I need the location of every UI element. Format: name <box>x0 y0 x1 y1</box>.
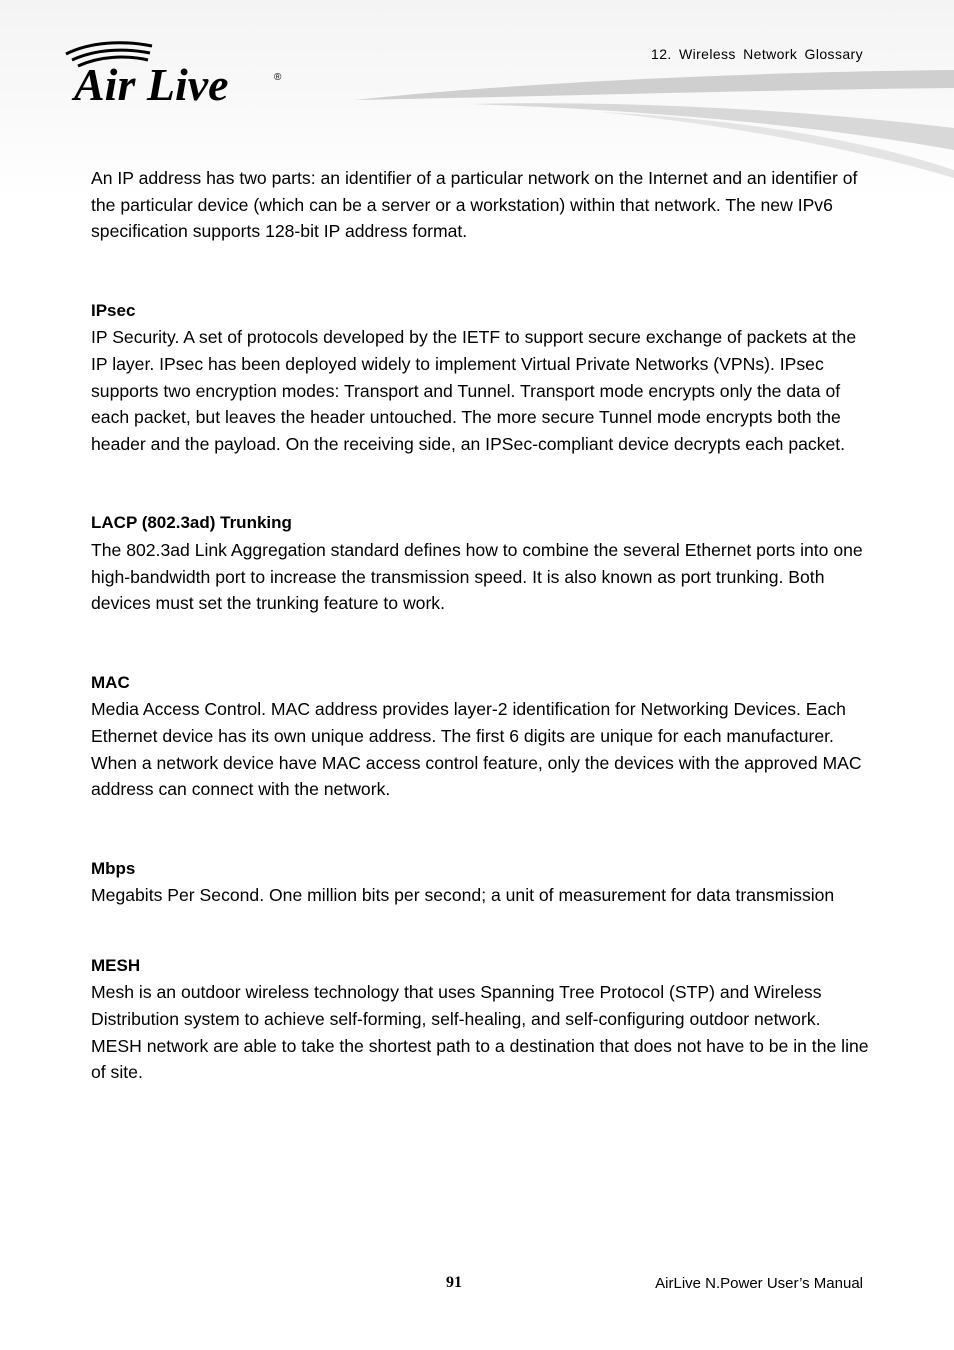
chapter-title: 12. Wireless Network Glossary <box>651 46 863 62</box>
airlive-logo <box>60 40 290 110</box>
intro-paragraph: An IP address has two parts: an identifier of a particular network on the Internet and an identifier of the particular device (which can be a server or a workstation) within that network. The new IPv6 specification supports 128-bit IP address format. <box>91 168 858 242</box>
manual-title: AirLive N.Power User’s Manual <box>655 1275 863 1292</box>
term-heading: Mbps <box>91 858 136 878</box>
term-heading: MAC <box>91 672 130 692</box>
term-definition: Media Access Control. MAC address provides layer-2 identification for Networking Devices. Each Ethernet device has its own unique address. The first 6 digits are unique for each manufacturer. When a network device have MAC access control feature, only the devices with the approved MAC address can connect with the network. <box>91 699 862 800</box>
glossary-entry-mbps <box>91 856 871 909</box>
glossary-entry-mesh <box>91 953 871 1086</box>
term-heading: MESH <box>91 955 141 975</box>
term-definition: Megabits Per Second. One million bits per second; a unit of measurement for data transmission <box>91 885 835 906</box>
term-definition: IP Security. A set of protocols developed by the IETF to support secure exchange of packets at the IP layer. IPsec has been deployed widely to implement Virtual Private Networks (VPNs). IPsec supports two encryption modes: Transport and Tunnel. Transport mode encrypts only the data of each packet, but leaves the header untouched. The more secure Tunnel mode encrypts both the header and the payload. On the receiving side, an IPSec-compliant device decrypts each packet. <box>91 327 857 454</box>
glossary-entry-mac <box>91 670 871 803</box>
glossary-content <box>91 165 871 1086</box>
term-definition: Mesh is an outdoor wireless technology that uses Spanning Tree Protocol (STP) and Wireless Distribution system to achieve self-forming, self-healing, and self-configuring outdoor network. MESH network are able to take the shortest path to a destination that does not have to be in the line of site. <box>91 982 869 1083</box>
glossary-entry-ipsec <box>91 298 871 458</box>
term-heading: IPsec <box>91 300 136 320</box>
page-number: 91 <box>446 1274 462 1291</box>
registered-mark: ® <box>274 72 282 83</box>
logo-wordmark: Air Live <box>74 59 229 110</box>
glossary-entry-lacp <box>91 510 871 616</box>
term-definition: The 802.3ad Link Aggregation standard defines how to combine the several Ethernet ports into one high-bandwidth port to increase the transmission speed. It is also known as port trunking. Both devices must set the trunking feature to work. <box>91 539 863 614</box>
term-heading: LACP (802.3ad) Trunking <box>91 513 292 533</box>
